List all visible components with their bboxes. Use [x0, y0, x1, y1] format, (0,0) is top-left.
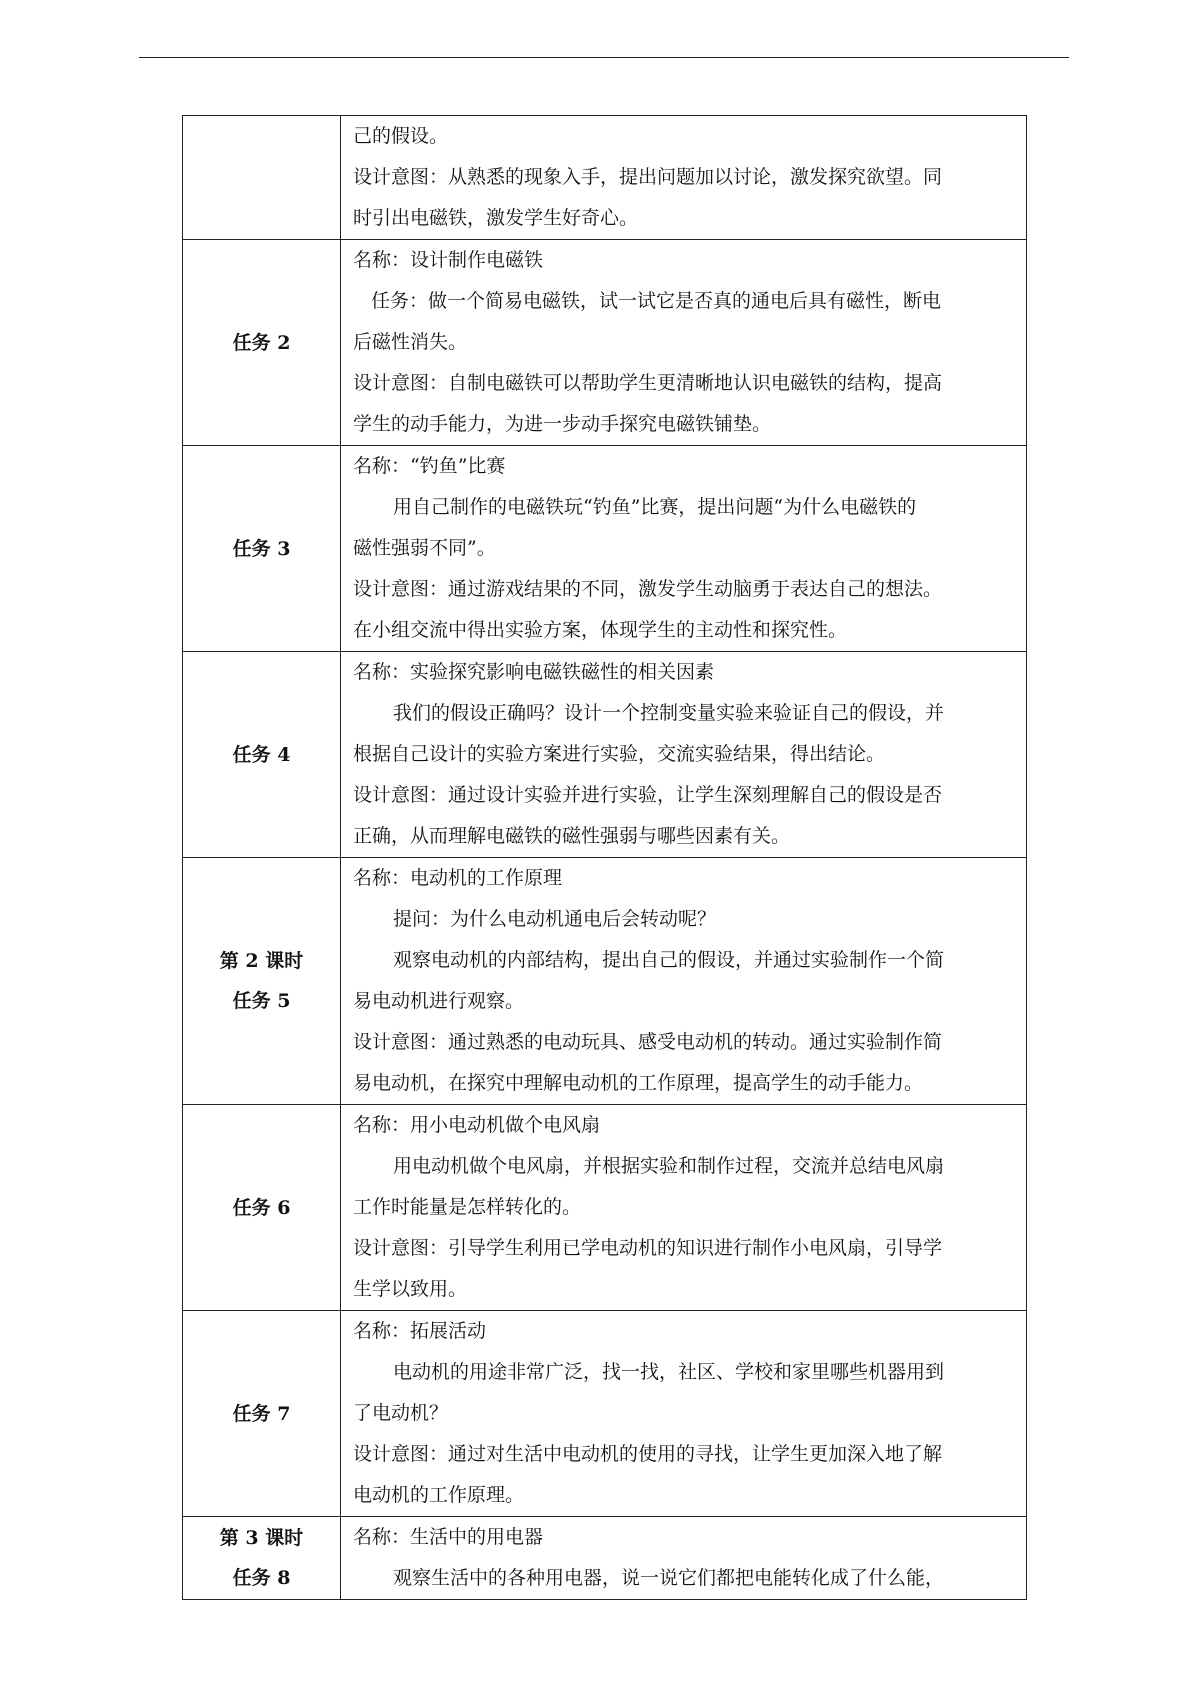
task-content-cell — [341, 1517, 1027, 1600]
content-line: 名称：拓展活动 — [353, 1320, 487, 1342]
header-rule — [139, 57, 1069, 58]
content-line: 任务：做一个简易电磁铁，试一试它是否真的通电后具有磁性，断电 — [371, 290, 942, 312]
content-line: 设计意图：通过熟悉的电动玩具、感受电动机的转动。通过实验制作简 — [353, 1031, 943, 1053]
task-label: 第 3 课时 — [219, 1527, 304, 1549]
task-row — [183, 446, 1027, 652]
content-line: 名称：“钓鱼”比赛 — [353, 455, 506, 477]
task-label: 任务 4 — [232, 743, 291, 766]
content-line: 我们的假设正确吗？设计一个控制变量实验来验证自己的假设，并 — [393, 702, 945, 724]
content-line: 磁性强弱不同”。 — [353, 537, 496, 559]
content-line: 名称：电动机的工作原理 — [353, 867, 563, 889]
content-line: 用电动机做个电风扇，并根据实验和制作过程，交流并总结电风扇 — [393, 1155, 945, 1177]
task-row — [183, 240, 1027, 446]
content-line: 后磁性消失。 — [353, 331, 468, 353]
task-row — [183, 1517, 1027, 1600]
task-label-cell — [183, 1105, 341, 1311]
task-label-cell — [183, 1517, 341, 1600]
content-line: 电动机的工作原理。 — [353, 1484, 525, 1506]
lesson-plan-body — [183, 116, 1027, 1600]
content-line: 设计意图：从熟悉的现象入手，提出问题加以讨论，激发探究欲望。同 — [353, 166, 943, 188]
task-content-cell — [341, 652, 1027, 858]
task-row — [183, 858, 1027, 1105]
content-line: 名称：实验探究影响电磁铁磁性的相关因素 — [353, 661, 715, 683]
task-content-cell — [341, 858, 1027, 1105]
content-line: 了电动机？ — [353, 1402, 449, 1424]
task-row — [183, 652, 1027, 858]
content-line: 观察电动机的内部结构，提出自己的假设，并通过实验制作一个简 — [393, 949, 945, 971]
content-line: 在小组交流中得出实验方案，体现学生的主动性和探究性。 — [353, 619, 848, 641]
task-label: 任务 6 — [232, 1196, 291, 1219]
content-line: 易电动机，在探究中理解电动机的工作原理，提高学生的动手能力。 — [353, 1072, 924, 1094]
task-label-cell — [183, 858, 341, 1105]
content-line: 名称：生活中的用电器 — [353, 1526, 544, 1548]
content-line: 观察生活中的各种用电器，说一说它们都把电能转化成了什么能， — [393, 1567, 945, 1589]
task-label-cell — [183, 240, 341, 446]
task-label-cell — [183, 116, 341, 240]
content-line: 学生的动手能力，为进一步动手探究电磁铁铺垫。 — [353, 413, 772, 435]
content-line: 名称：用小电动机做个电风扇 — [353, 1114, 601, 1136]
task-content-cell — [341, 240, 1027, 446]
task-label: 任务 5 — [232, 990, 291, 1012]
content-line: 工作时能量是怎样转化的。 — [353, 1196, 582, 1218]
content-line: 时引出电磁铁，激发学生好奇心。 — [353, 207, 639, 229]
task-label: 任务 2 — [232, 331, 291, 354]
content-line: 设计意图：通过对生活中电动机的使用的寻找，让学生更加深入地了解 — [353, 1443, 943, 1465]
task-label: 第 2 课时 — [219, 950, 304, 972]
content-line: 提问：为什么电动机通电后会转动呢？ — [393, 908, 717, 930]
task-label: 任务 3 — [232, 537, 291, 560]
content-line: 正确，从而理解电磁铁的磁性强弱与哪些因素有关。 — [353, 825, 791, 847]
content-line: 己的假设。 — [353, 125, 449, 147]
task-row — [183, 1105, 1027, 1311]
content-line: 用自己制作的电磁铁玩“钓鱼”比赛，提出问题“为什么电磁铁的 — [393, 496, 917, 518]
task-label-cell — [183, 446, 341, 652]
task-content-cell — [341, 446, 1027, 652]
task-label-cell — [183, 1311, 341, 1517]
content-line: 根据自己设计的实验方案进行实验，交流实验结果，得出结论。 — [353, 743, 886, 765]
task-row — [183, 1311, 1027, 1517]
content-line: 生学以致用。 — [353, 1278, 468, 1300]
content-line: 设计意图：自制电磁铁可以帮助学生更清晰地认识电磁铁的结构，提高 — [353, 372, 943, 394]
content-line: 设计意图：通过游戏结果的不同，激发学生动脑勇于表达自己的想法。 — [353, 578, 943, 600]
content-line: 名称：设计制作电磁铁 — [353, 249, 544, 271]
task-row — [183, 116, 1027, 240]
task-content-cell — [341, 1311, 1027, 1517]
content-line: 设计意图：引导学生利用已学电动机的知识进行制作小电风扇，引导学 — [353, 1237, 943, 1259]
content-line: 设计意图：通过设计实验并进行实验，让学生深刻理解自己的假设是否 — [353, 784, 943, 806]
task-content-cell — [341, 116, 1027, 240]
task-label: 任务 7 — [232, 1402, 291, 1425]
content-line: 易电动机进行观察。 — [353, 990, 525, 1012]
task-label-cell — [183, 652, 341, 858]
task-label: 任务 8 — [232, 1567, 291, 1589]
lesson-plan-table — [182, 115, 1027, 1600]
content-line: 电动机的用途非常广泛，找一找，社区、学校和家里哪些机器用到 — [393, 1361, 945, 1383]
task-content-cell — [341, 1105, 1027, 1311]
